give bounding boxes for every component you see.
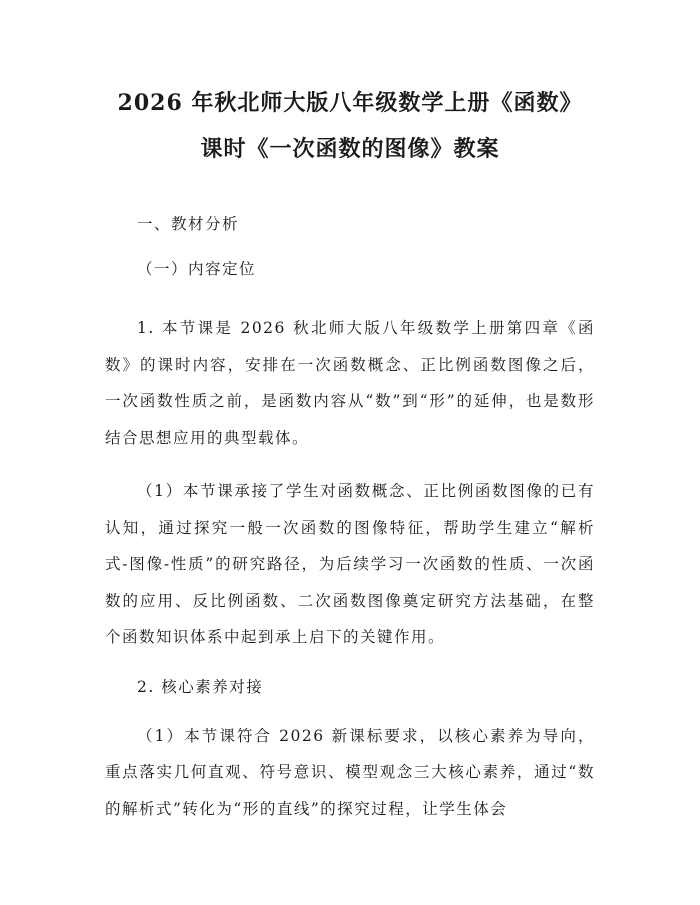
body-paragraph-2: （1）本节课承接了学生对函数概念、正比例函数图像的已有认知，通过探究一般一次函数的图像特征，帮助学生建立“解析式-图像-性质”的研究路径，为后续学习一次函数的性质、一次函数的应用、反比例函数、二次函数图像奠定研究方法基础，在整个函数知识体系中起到承上启下的关键作用。 (105, 482, 595, 646)
body-paragraph-1: 1. 本节课是 2026 秋北师大版八年级数学上册第四章《函数》的课时内容，安排在一次函数概念、正比例函数图像之后，一次函数性质之前，是函数内容从“数”到“形”的延伸，也是数形结合思想应用的典型载体。 (105, 319, 595, 447)
section-heading-core-literacy: 2. 核心素养对接 (137, 677, 264, 696)
section-heading-teaching-material-analysis: 一、教材分析 (137, 215, 240, 233)
title-line-2: 课时《一次函数的图像》教案 (200, 136, 500, 162)
subsection-heading-content-positioning: （一）内容定位 (137, 260, 257, 278)
title-line-1: 2026 年秋北师大版八年级数学上册《函数》 (117, 90, 583, 116)
document-title (105, 80, 595, 172)
body-paragraph-3: （1）本节课符合 2026 新课标要求，以核心素养为导向，重点落实几何直观、符号意识、模型观念三大核心素养，通过“数的解析式”转化为“形的直线”的探究过程，让学生体会 (105, 726, 595, 818)
